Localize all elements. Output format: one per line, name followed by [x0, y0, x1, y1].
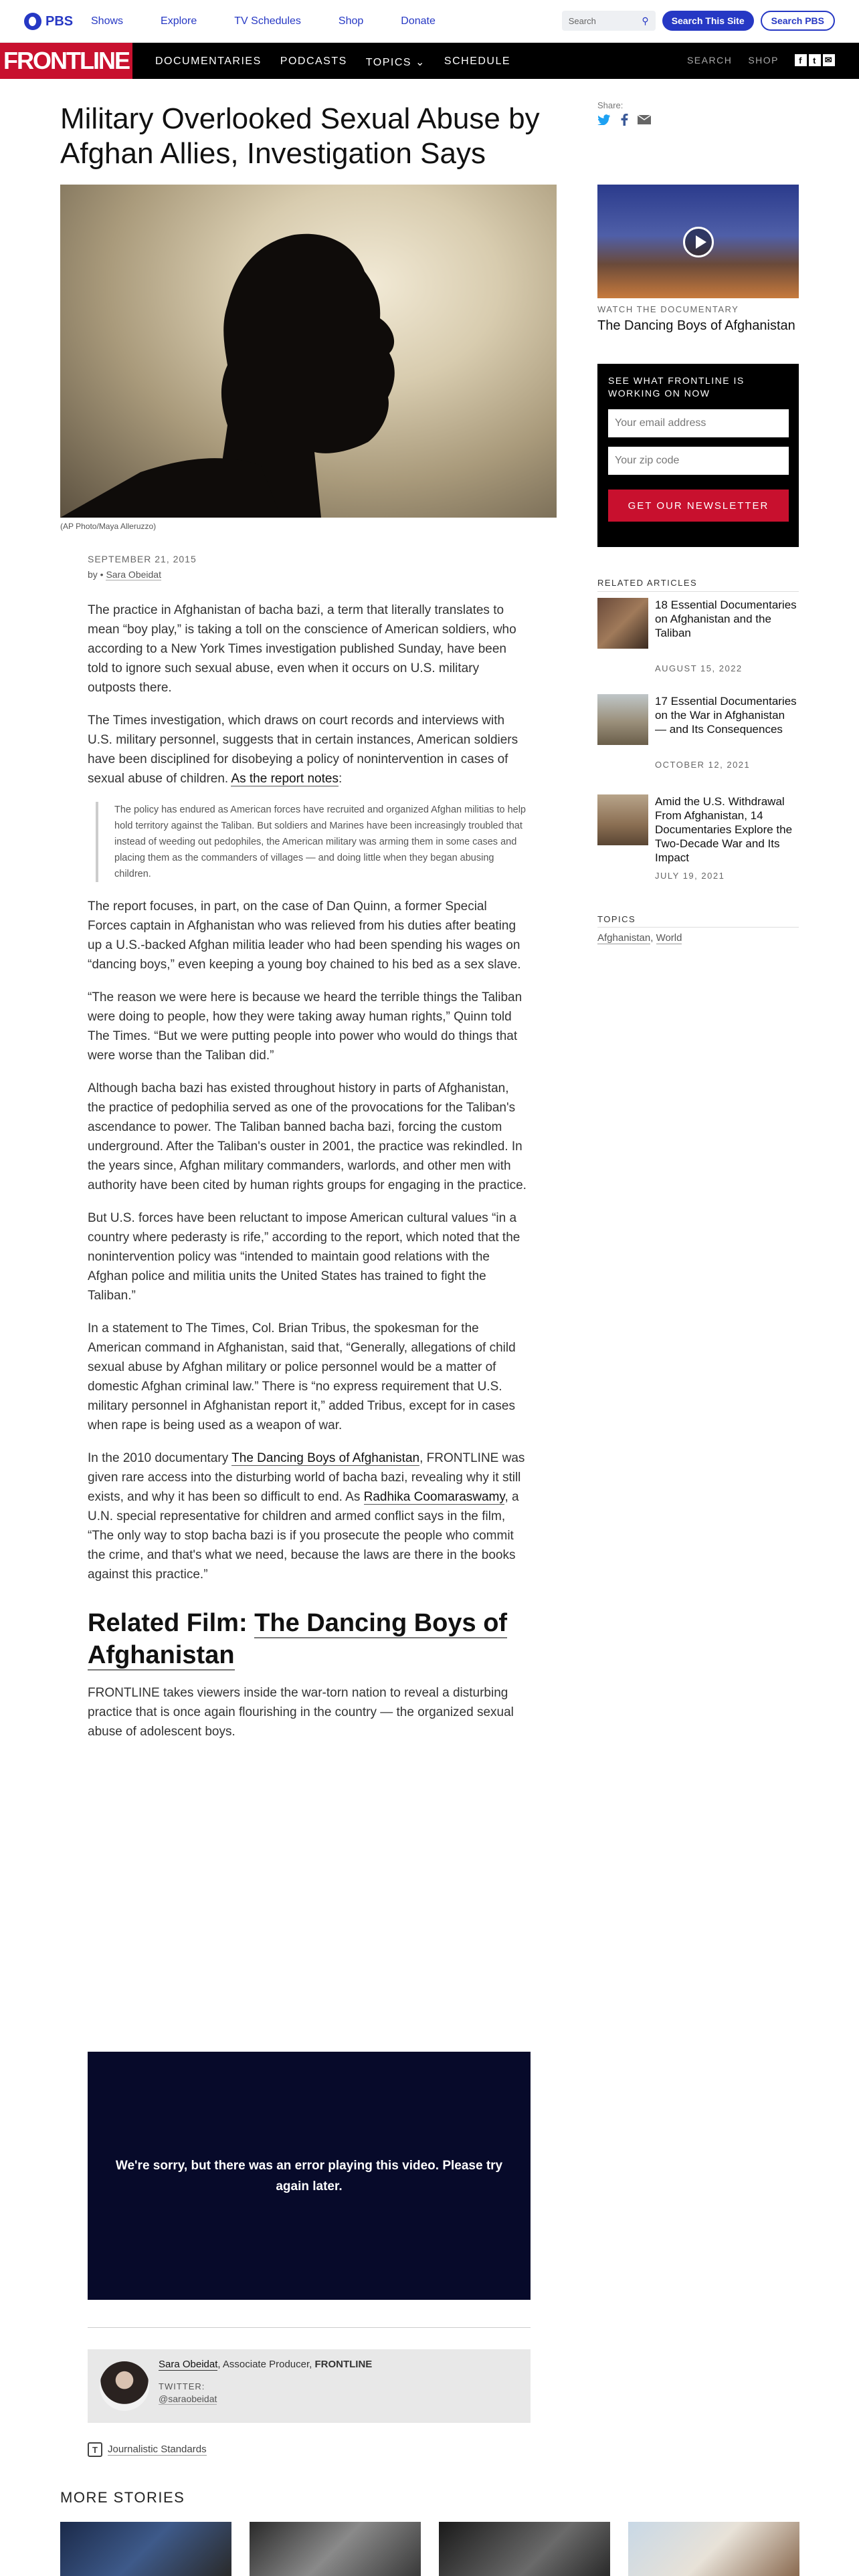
paragraph: In the 2010 documentary The Dancing Boys of Afghanistan, FRONTLINE was given rare access into the disturbing world of bacha bazi, revealing why it still exists, and why it has been so difficult to end. As Radhika Coomaraswamy, a U.N. special representative for children and armed conflict says in the film, “The only way to stop bacha bazi is if you prosecute the people who commit the crime, and that's what we need, because the laws are there in the books against this practice.” — [88, 1451, 525, 1582]
nav-documentaries[interactable]: DOCUMENTARIES — [155, 56, 262, 67]
divider — [597, 591, 799, 592]
soldier-silhouette — [60, 185, 557, 518]
related-film-description: FRONTLINE takes viewers inside the war-torn nation to reveal a disturbing practice that is once again flourishing in the country — the organized sexual abuse of adolescent boys. — [88, 1686, 514, 1739]
standards-icon: T — [88, 2442, 102, 2457]
newsletter-heading: SEE WHAT FRONTLINE IS WORKING ON NOW — [608, 375, 745, 399]
zip-field[interactable]: Your zip code — [608, 447, 789, 475]
pbs-nav-explore[interactable]: Explore — [161, 15, 197, 27]
topics-heading: TOPICS — [597, 914, 636, 924]
radhika-link[interactable]: Radhika Coomaraswamy — [363, 1490, 505, 1504]
blockquote: The policy has endured as American forces have recruited and organized Afghan militias to help hold territory against the Taliban. But soldiers and Marines have been increasingly troubled that instead of weeding out pedophiles, the American military was arming them in some cases and placing them as the commanders of villages — and doing little when they began abusing children. — [96, 802, 529, 882]
topics-list: Afghanistan, World — [597, 932, 682, 944]
story-thumbnail[interactable] — [250, 2522, 421, 2576]
paragraph: Although bacha bazi has existed throughout history in parts of Afghanistan, the practice of pedophilia served as one of the provocations for the Taliban's ascendance to power. The Taliban banned bacha bazi, forcing the custom underground. After the Taliban's ouster in 2001, the practice was rekindled. In the years since, Afghan military commanders, warlords, and other men with authority have been cited by human rights groups for engaging in the practice. — [88, 1081, 527, 1192]
story-thumbnail[interactable] — [628, 2522, 799, 2576]
pbs-search-input[interactable]: Search ⚲ — [562, 11, 656, 31]
article-headline: Military Overlooked Sexual Abuse by Afghan Allies, Investigation Says — [60, 102, 540, 170]
twitter-share-icon[interactable] — [597, 114, 611, 125]
twitter-handle-link[interactable]: @saraobeidat — [159, 2393, 217, 2404]
related-film-heading: Related Film: The Dancing Boys of Afghanistan — [88, 1609, 508, 1669]
pbs-nav-donate[interactable]: Donate — [401, 15, 436, 27]
documentary-link[interactable]: The Dancing Boys of Afghanistan — [231, 1451, 420, 1465]
hero-photo — [60, 185, 557, 518]
avatar — [100, 2361, 149, 2411]
pbs-logo[interactable]: PBS — [24, 13, 73, 30]
related-articles-heading: RELATED ARTICLES — [597, 578, 698, 588]
email-field[interactable]: Your email address — [608, 409, 789, 437]
nav-topics[interactable]: TOPICS ⌄ — [365, 57, 425, 68]
frontline-shop-link[interactable]: SHOP — [748, 55, 779, 66]
search-this-site-button[interactable]: Search This Site — [662, 11, 754, 31]
pbs-nav — [91, 15, 436, 27]
story-thumbnail[interactable] — [439, 2522, 610, 2576]
paragraph: The Times investigation, which draws on court records and interviews with U.S. military personnel, suggests that in certain instances, American soldiers have been disciplined for disobeying a policy of nonintervention in cases of sexual abuse of children. As the report notes: — [88, 714, 518, 786]
play-icon[interactable] — [683, 227, 714, 257]
author-name-link[interactable]: Sara Obeidat — [159, 2359, 218, 2370]
more-stories-thumbnails — [60, 2522, 799, 2576]
nav-schedule[interactable]: SCHEDULE — [444, 56, 511, 67]
article-date: SEPTEMBER 21, 2015 — [88, 554, 197, 564]
related-thumbnail — [597, 694, 648, 745]
author-box — [88, 2349, 531, 2423]
report-link[interactable]: As the report notes — [231, 772, 339, 786]
pbs-nav-tv-schedules[interactable]: TV Schedules — [234, 15, 301, 27]
twitter-icon[interactable]: t — [809, 54, 821, 66]
divider — [88, 2327, 531, 2328]
video-player[interactable] — [88, 2052, 531, 2300]
journalistic-standards[interactable]: T Journalistic Standards — [88, 2442, 207, 2457]
frontline-logo[interactable]: FRONTLINE — [0, 43, 132, 79]
watch-label: WATCH THE DOCUMENTARY — [597, 304, 739, 314]
email-icon[interactable]: ✉ — [823, 54, 835, 66]
watch-title-link[interactable]: The Dancing Boys of Afghanistan — [597, 318, 795, 333]
related-article[interactable]: 17 Essential Documentaries on the War in Afghanistan — and Its Consequences OCTOBER 12, 2021 — [597, 694, 799, 748]
paragraph: “The reason we were here is because we heard the terrible things the Taliban were doing to people, how they were taking away human rights,” Quinn told The Times. “But we were putting people into power who would do things that were worse than the Taliban did.” — [88, 990, 522, 1063]
topic-world[interactable]: World — [656, 932, 682, 944]
author-info: Sara Obeidat, Associate Producer, FRONTLINE — [159, 2359, 373, 2370]
documentary-thumbnail[interactable] — [597, 185, 799, 298]
frontline-header — [0, 43, 859, 79]
twitter-label: TWITTER: — [159, 2381, 205, 2391]
related-film-link[interactable]: The Dancing Boys of Afghanistan — [88, 1609, 508, 1669]
frontline-nav — [155, 56, 510, 69]
video-error-message: We're sorry, but there was an error playing this video. Please try again later. — [115, 2158, 503, 2193]
share-label: Share: — [597, 100, 624, 110]
pbs-header — [0, 0, 859, 43]
nav-podcasts[interactable]: PODCASTS — [280, 56, 347, 67]
paragraph: But U.S. forces have been reluctant to impose American cultural values “in a country where pederasty is rife,” according to the report, which noted that the nonintervention policy was “intended to maintain good relations with the Afghan police and militia units the United States has trained to fight the Taliban.” — [88, 1211, 520, 1303]
newsletter-button[interactable]: GET OUR NEWSLETTER — [608, 490, 789, 522]
related-article[interactable]: 18 Essential Documentaries on Afghanistan and the Taliban AUGUST 15, 2022 — [597, 598, 799, 651]
topic-afghanistan[interactable]: Afghanistan — [597, 932, 651, 944]
facebook-icon[interactable]: f — [795, 54, 807, 66]
byline: by • Sara Obeidat — [88, 569, 161, 580]
more-stories-heading: MORE STORIES — [60, 2489, 185, 2506]
pbs-nav-shop[interactable]: Shop — [338, 15, 364, 27]
story-thumbnail[interactable] — [60, 2522, 231, 2576]
related-thumbnail — [597, 598, 648, 649]
divider — [597, 927, 799, 928]
newsletter-box — [597, 364, 799, 547]
share-icons — [597, 114, 651, 126]
article-body — [88, 601, 529, 1755]
email-share-icon[interactable] — [638, 115, 651, 124]
search-icon: ⚲ — [642, 15, 649, 26]
frontline-search-link[interactable]: SEARCH — [686, 55, 733, 66]
pbs-head-icon — [24, 13, 41, 30]
paragraph: The report focuses, in part, on the case of Dan Quinn, a former Special Forces captain in Afghanistan who was relieved from his duties after beating up a U.S.-backed Afghan militia leader who had been spending his wages on “dancing boys,” even keeping a young boy chained to his bed as a sex slave. — [88, 899, 521, 972]
search-pbs-button[interactable]: Search PBS — [761, 11, 835, 31]
paragraph: In a statement to The Times, Col. Brian Tribus, the spokesman for the American command in Afghanistan, said that, “Generally, allegations of child sexual abuse by Afghan military or police personnel would be a matter of domestic Afghan criminal law.” There is “no express requirement that U.S. military personnel in Afghanistan report it,” added Tribus, except for in cases when rape is being used as a weapon of war. — [88, 1321, 516, 1432]
related-article[interactable]: Amid the U.S. Withdrawal From Afghanistan, 14 Documentaries Explore the Two-Decade War and Its Impact JULY 19, 2021 — [597, 794, 799, 848]
photo-credit: (AP Photo/Maya Alleruzzo) — [60, 522, 157, 531]
chevron-down-icon: ⌄ — [415, 57, 425, 68]
pbs-nav-shows[interactable]: Shows — [91, 15, 124, 27]
paragraph: The practice in Afghanistan of bacha bazi, a term that literally translates to mean “boy play,” is taking a toll on the conscience of American soldiers, who according to a New York Times investigation published Sunday, have been told to ignore such sexual abuse, even when it occurs on U.S. military outposts there. — [88, 603, 516, 695]
author-link[interactable]: Sara Obeidat — [106, 569, 161, 580]
facebook-share-icon[interactable] — [620, 114, 628, 126]
related-thumbnail — [597, 794, 648, 845]
